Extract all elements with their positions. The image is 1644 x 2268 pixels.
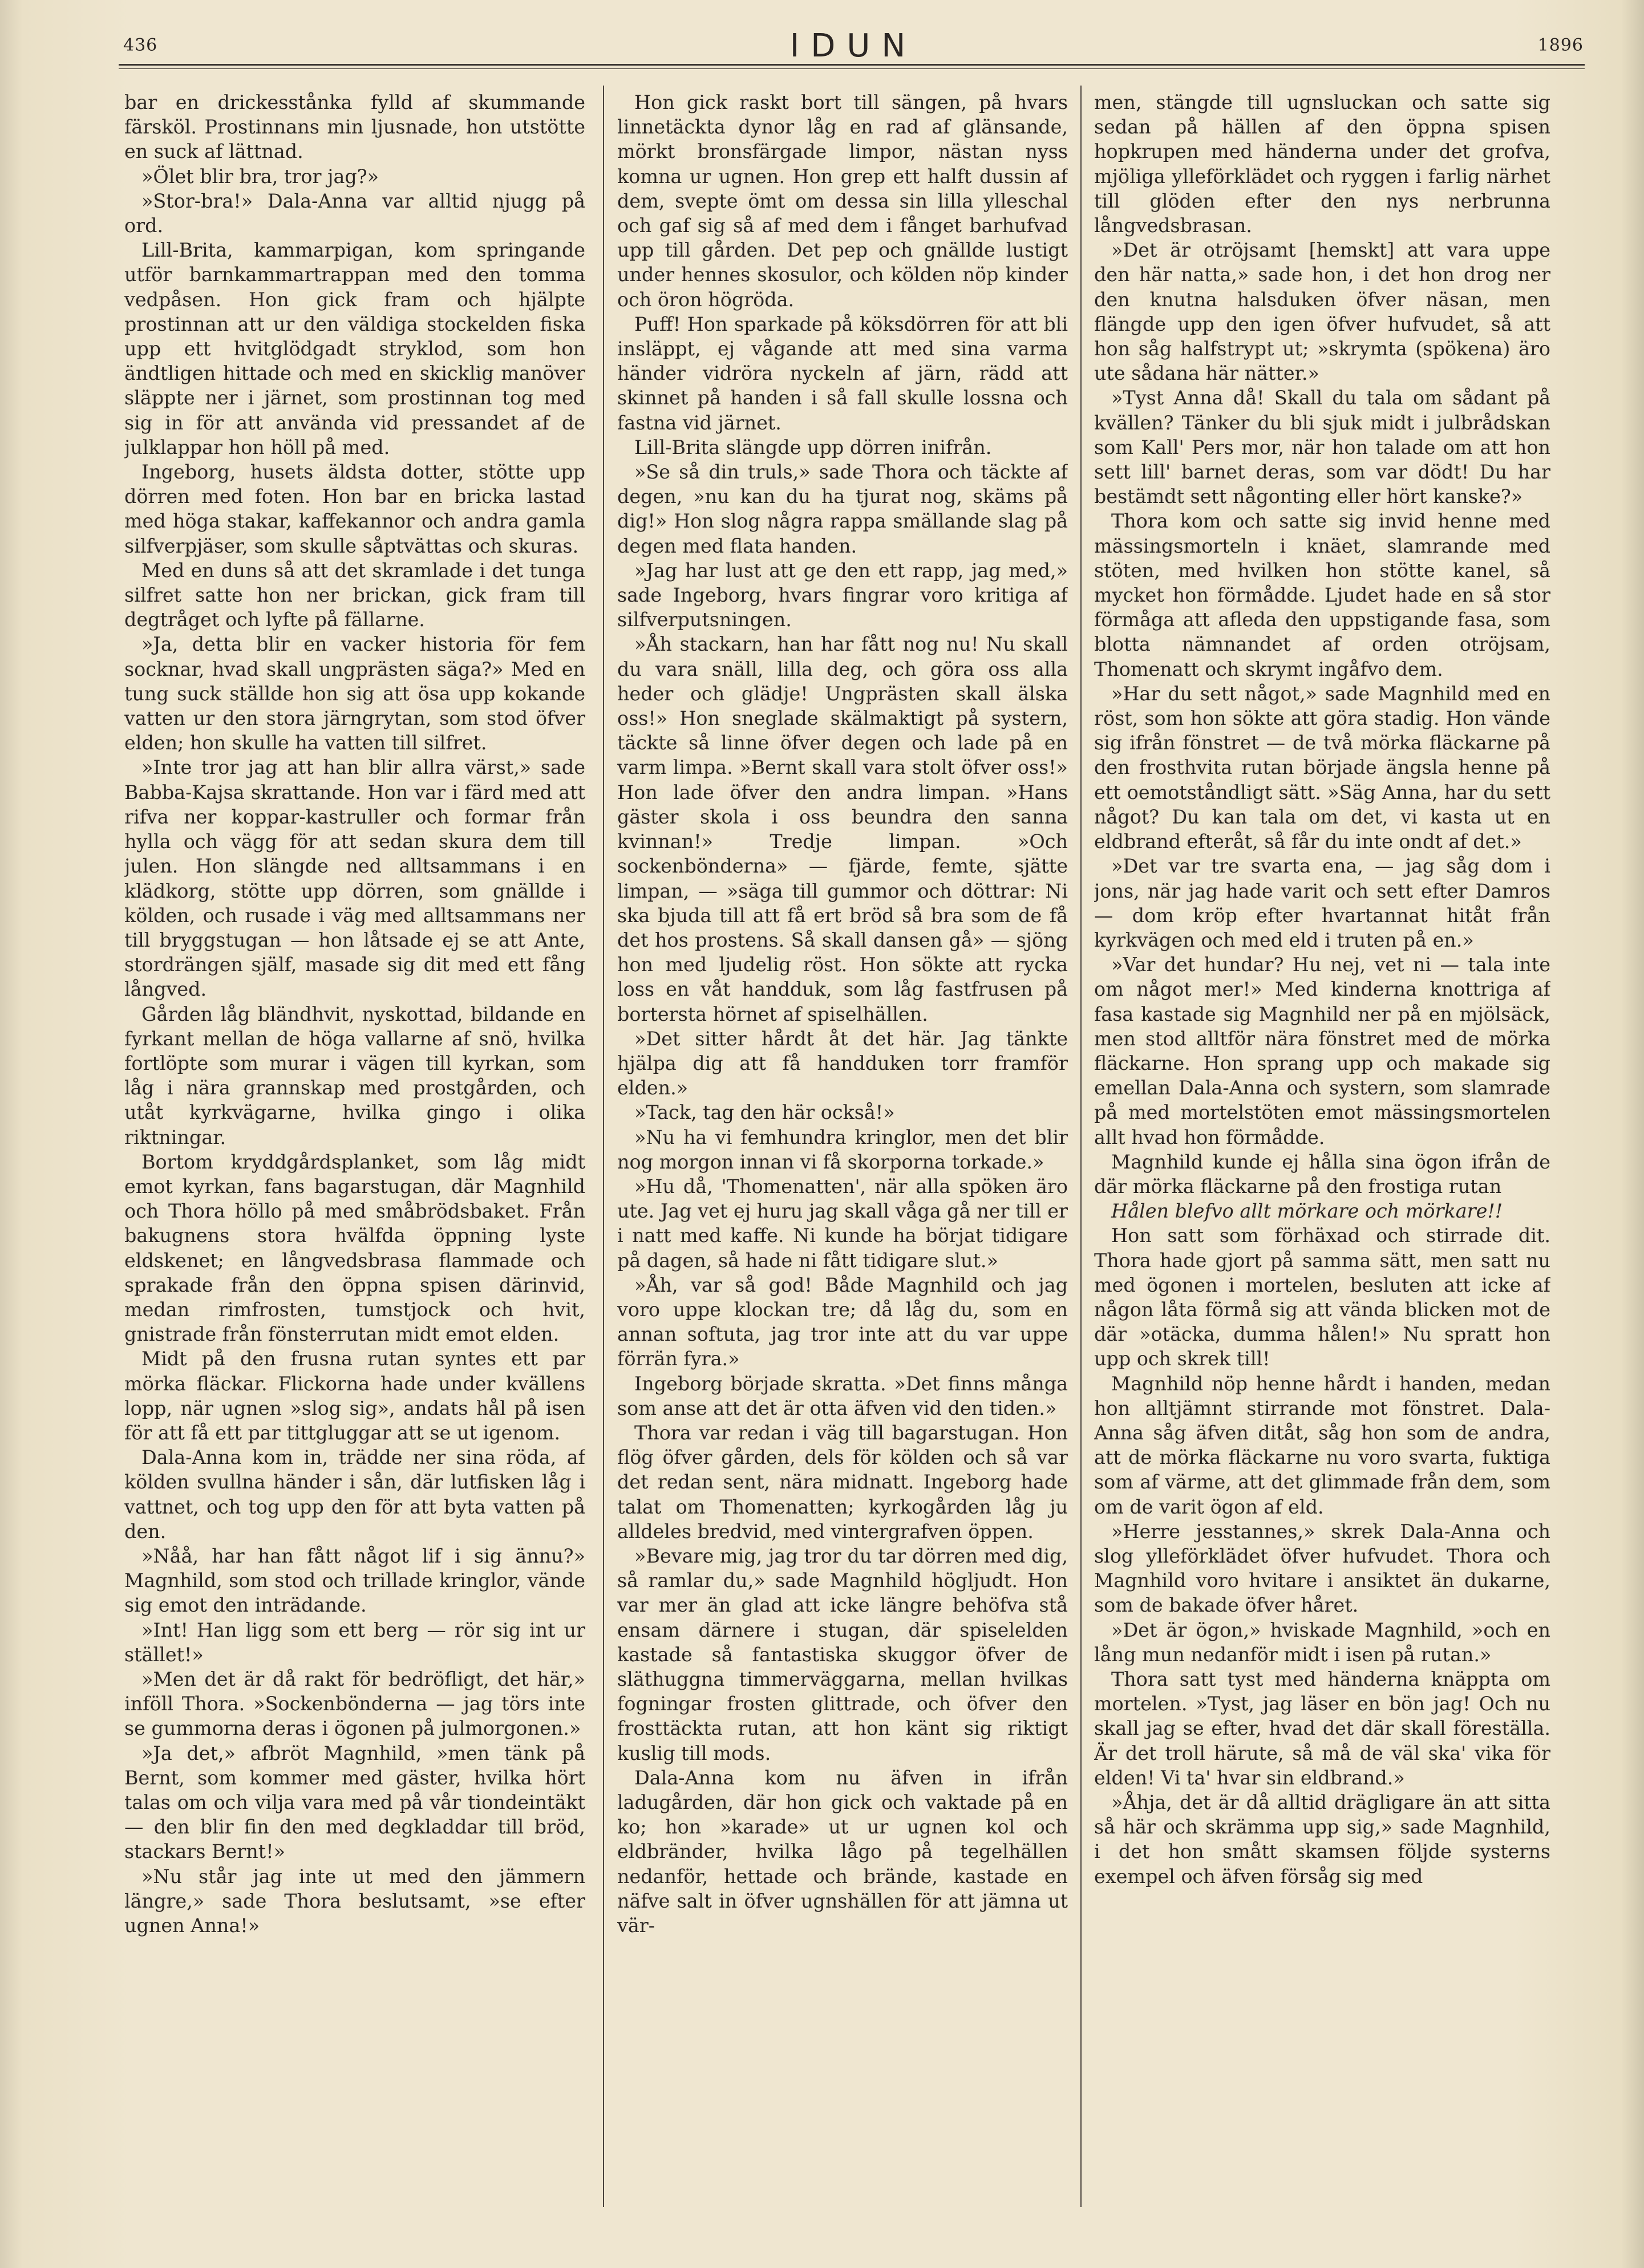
paragraph: Thora satt tyst med händerna knäppta om mortelen. »Tyst, jag läser en bön jag! Och nu skall jag se efter, hvad det där skall föreställa. Är det troll härute, så må de väl ska' vika för elden! Vi ta' hvar sin eldbrand.» bbox=[1094, 1668, 1550, 1789]
paragraph: Puff! Hon sparkade på köksdörren för att bli insläppt, ej vågande att med sina varma händer vidröra nyckeln af järn, rädd att skinnet på handen i så fall skulle lossna och fastna vid järnet. bbox=[617, 313, 1068, 434]
paragraph: Med en duns så att det skramlade i det tunga silfret satte hon ner brickan, gick fram till degtråget och lyfte på fällarne. bbox=[124, 559, 585, 631]
paragraph: Dala-Anna kom nu äfven in ifrån ladugården, där hon gick och vaktade på en ko; hon »karade» ut ur ugnen kol och eldbränder, hvilka lågo på tegelhällen nedanför, hettade och brände, kastade en näfve salt in öfver ugnshällen för att jämna ut vär- bbox=[617, 1766, 1068, 1937]
paragraph: »Var det hundar? Hu nej, vet ni — tala inte om något mer!» Med kinderna knottriga af fasa kastade sig Magnhild ner på en mjölsäck, men stod alltför nära fönstret med de mörka fläckarne. Hon sprang upp och makade sig emellan Dala-Anna och systern, som slamrade på med mortelstöten emot mässingsmortelen allt hvad hon förmådde. bbox=[1094, 954, 1550, 1149]
paragraph: »Tack, tag den här också!» bbox=[634, 1101, 895, 1124]
paragraph: Lill-Brita, kammarpigan, kom springande utför barnkammartrappan med den tomma vedpåsen. Hon gick fram och hjälpte prostinnan att ur den väldiga stockelden fiska upp ett hvitglödgadt stryklod, som hon ändtligen hittade och med en skicklig manöver släppte ner i järnet, som prostinnan tog med sig in för att använda vid pressandet af de julklappar hon höll på med. bbox=[124, 239, 585, 459]
paragraph: »Nu ha vi femhundra kringlor, men det blir nog morgon innan vi få skorporna torkade.» bbox=[617, 1126, 1068, 1173]
paragraph: »Jag har lust att ge den ett rapp, jag med,» sade Ingeborg, hvars fingrar voro kritiga af silfverputsningen. bbox=[617, 559, 1068, 631]
paragraph: »Hu då, 'Thomenatten', när alla spöken äro ute. Jag vet ej huru jag skall våga gå ner till er i natt med kaffe. Ni kunde ha börjat tidigare på dagen, så hade ni fått tidigare slut.» bbox=[617, 1175, 1068, 1272]
masthead-title: IDUN bbox=[789, 27, 917, 64]
header-rule-thin bbox=[119, 68, 1585, 69]
paragraph: »Ja det,» afbröt Magnhild, »men tänk på Bernt, som kommer med gäster, hvilka hört talas om och vilja vara med på vår tiondeintäkt — den blir fin den med degkladdar till bröd, stackars Bernt!» bbox=[124, 1742, 585, 1863]
paragraph: »Det sitter hårdt åt det här. Jag tänkte hjälpa dig att få handduken torr framför elden.» bbox=[617, 1027, 1068, 1099]
paragraph: Ingeborg började skratta. »Det finns många som anse att det är otta äfven vid den tiden.» bbox=[617, 1372, 1068, 1419]
paragraph: »Det är ögon,» hviskade Magnhild, »och en lång mun nedanför midt i isen på rutan.» bbox=[1094, 1618, 1550, 1666]
paragraph: »Int! Han ligg som ett berg — rör sig int ur stället!» bbox=[124, 1618, 585, 1666]
paragraph: »Det är otröjsamt [hemskt] att vara uppe den här natta,» sade hon, i det hon drog ner den knutna halsduken öfver näsan, men flängde upp den igen öfver hufvudet, så att hon såg halfstrypt ut; »skrymta (spökena) äro ute sådana här nätter.» bbox=[1094, 239, 1550, 385]
paragraph: Lill-Brita slängde upp dörren inifrån. bbox=[634, 436, 992, 459]
text-column-2 bbox=[617, 90, 1068, 2212]
publication-year: 1896 bbox=[1537, 35, 1584, 55]
paragraph: Bortom kryddgårdsplanket, som låg midt emot kyrkan, fans bagarstugan, där Magnhild och Thora höllo på med småbrödsbaket. Från bakugnens stora hvälfda öppning lyste eldskenet; en långvedsbrasa flammade och sprakade från den öppna spisen därinvid, medan rimfrosten, tumstjock och hvit, gnistrade från fönsterrutan midt emot elden. bbox=[124, 1150, 585, 1346]
paragraph: »Åh stackarn, han har fått nog nu! Nu skall du vara snäll, lilla deg, och göra oss alla heder och glädje! Ungprästen skall älska oss!» Hon sneglade skälmaktigt på systern, täckte så linne öfver degen och lade på en varm limpa. »Bernt skall vara stolt öfver oss!» Hon lade öfver den andra limpan. »Hans gäster skola i oss beundra den sanna kvinnan!» Tredje limpan. »Och sockenbönderna» — fjärde, femte, sjätte limpan, — »säga till gummor och döttrar: Ni ska bjuda till att få ert bröd så bra som de få det hos prostens. Så skall dansen gå» — sjöng hon med ljudelig röst. Hon sökte att rycka loss en våt handduk, som låg fastfrusen på bortersta hörnet af spiselhällen. bbox=[617, 633, 1068, 1025]
paragraph-italic: Hålen blefvo allt mörkare och mörkare!! bbox=[1111, 1200, 1503, 1223]
paragraph: »Stor-bra!» Dala-Anna var alltid njugg på ord. bbox=[124, 189, 585, 237]
paragraph: »Inte tror jag att han blir allra värst,» sade Babba-Kajsa skrattande. Hon var i färd med att rifva ner koppar-kastruller och formar från hylla och vägg för att sedan skura dem till julen. Hon slängde ned alltsammans i en klädkorg, stötte upp dörren, som gnällde i kölden, och rusade i väg med alltsammans ner till bryggstugan — hon låtsade ej se att Ante, stordrängen själf, masade sig dit med ett fång långved. bbox=[124, 756, 585, 1001]
paragraph: Thora kom och satte sig invid henne med mässingsmorteln i knäet, slamrande med stöten, med hvilken hon stötte kanel, så mycket hon förmådde. Ljudet hade en så stor förmåga att afleda den uppstigande fasa, som blotta nämnandet af orden otröjsam, Thomenatt och skrymt ingåfvo dem. bbox=[1094, 510, 1550, 680]
paragraph: »Nu står jag inte ut med den jämmern längre,» sade Thora beslutsamt, »se efter ugnen Anna!» bbox=[124, 1865, 585, 1937]
paragraph: Thora var redan i väg till bagarstugan. Hon flög öfver gården, dels för kölden och så var det redan sent, nära midnatt. Ingeborg hade talat om Thomenatten; kyrkogården låg ju alldeles bredvid, med vintergrafven öppen. bbox=[617, 1421, 1068, 1543]
page-shadow-right bbox=[1621, 0, 1644, 2268]
paragraph: »Ölet blir bra, tror jag?» bbox=[141, 165, 379, 188]
page-number: 436 bbox=[123, 35, 158, 55]
paragraph: bar en drickesstånka fylld af skummande färsköl. Prostinnans min ljusnade, hon utstötte en suck af lättnad. bbox=[124, 91, 585, 163]
paragraph: Magnhild nöp henne hårdt i handen, medan hon alltjämnt stirrande mot fönstret. Dala-Anna såg äfven ditåt, såg hon som de andra, att de mörka fläckarne nu voro svarta, fuktiga som af värme, att det glimmade från dem, som om de varit ögon af eld. bbox=[1094, 1372, 1550, 1518]
paragraph: »Nåå, har han fått något lif i sig ännu?» Magnhild, som stod och trillade kringlor, vände sig emot den inträdande. bbox=[124, 1544, 585, 1617]
paragraph: »Herre jesstannes,» skrek Dala-Anna och slog ylleförklädet öfver hufvudet. Thora och Magnhild voro hvitare i ansiktet än dukarne, som de bakade öfver håret. bbox=[1094, 1520, 1550, 1617]
text-column-3 bbox=[1094, 90, 1550, 2212]
paragraph: »Men det är då rakt för bedröfligt, det här,» inföll Thora. »Sockenbönderna — jag törs inte se gummorna deras i ögonen på julmorgonen.» bbox=[124, 1668, 585, 1740]
text-column-1 bbox=[124, 90, 585, 2212]
paragraph: Ingeborg, husets äldsta dotter, stötte upp dörren med foten. Hon bar en bricka lastad med höga stakar, kaffekannor och andra gamla silfverpjäser, som skulle såptvättas och skuras. bbox=[124, 461, 585, 557]
column-divider-2 bbox=[1080, 86, 1082, 2207]
paragraph: Hon gick raskt bort till sängen, på hvars linnetäckta dynor låg en rad af glänsande, mörkt bronsfärgade limpor, nästan nyss komna ur ugnen. Hon grep ett halft dussin af dem, svepte ömt om dessa sin lilla ylleschal och gaf sig så af med dem i fånget barhufvad upp till gården. Det pep och gnällde lustigt under hennes skosulor, och kölden nöp kinder och öron högröda. bbox=[617, 91, 1068, 311]
paragraph: »Ja, detta blir en vacker historia för fem socknar, hvad skall ungprästen säga?» Med en tung suck ställde hon sig att ösa upp kokande vatten ur den stora järngrytan, som stod öfver elden; hon skulle ha vatten till silfret. bbox=[124, 633, 585, 754]
paragraph: »Har du sett något,» sade Magnhild med en röst, som hon sökte att göra stadig. Hon vände sig ifrån fönstret — de två mörka fläckarne på den frosthvita rutan började ängsla henne på ett oemotståndligt sätt. »Säg Anna, har du sett något? Du kan tala om det, vi kasta ut en eldbrand efteråt, så får du inte ondt af det.» bbox=[1094, 682, 1550, 853]
paragraph: Hon satt som förhäxad och stirrade dit. Thora hade gjort på samma sätt, men satt nu med ögonen i mortelen, besluten att icke af någon låta förmå sig att vända blicken mot de där »otäcka, dumma hålen!» Nu spratt hon upp och skrek till! bbox=[1094, 1224, 1550, 1370]
page-header bbox=[123, 25, 1584, 65]
paragraph: Gården låg bländhvit, nyskottad, bildande en fyrkant mellan de höga vallarne af snö, hvilka fortlöpte som murar i vägen till kyrkan, som låg i nära grannskap med prostgården, och utåt kyrkvägarne, hvilka gingo i olika riktningar. bbox=[124, 1003, 585, 1149]
header-rule-thick bbox=[119, 64, 1585, 66]
paragraph: »Tyst Anna då! Skall du tala om sådant på kvällen? Tänker du bli sjuk midt i julbrådskan som Kall' Pers mor, när hon talade om att hon sett lill' barnet deras, som var dödt! Du har bestämdt sett någonting eller hört kanske?» bbox=[1094, 387, 1550, 508]
paragraph: Midt på den frusna rutan syntes ett par mörka fläckar. Flickorna hade under kvällens lopp, när ugnen »slog sig», andats hål på isen för att få ett par tittgluggar att se ut igenom. bbox=[124, 1348, 585, 1444]
page-shadow-left bbox=[0, 0, 23, 2268]
paragraph: »Se så din truls,» sade Thora och täckte af degen, »nu kan du ha tjurat nog, skäms på dig!» Hon slog några rappa smällande slag på degen med flata handen. bbox=[617, 461, 1068, 557]
paragraph: Magnhild kunde ej hålla sina ögon ifrån de där mörka fläckarne på den frostiga rutan bbox=[1094, 1150, 1550, 1198]
paragraph: »Åh, var så god! Både Magnhild och jag voro uppe klockan tre; då låg du, som en annan softuta, jag tror inte att du var uppe förrän fyra.» bbox=[617, 1273, 1068, 1370]
paragraph: Dala-Anna kom in, trädde ner sina röda, af kölden svullna händer i sån, där lutfisken låg i vattnet, och tog upp den för att byta vatten på den. bbox=[124, 1446, 585, 1543]
paragraph: men, stängde till ugnsluckan och satte sig sedan på hällen af den öppna spisen hopkrupen med händerna under det grofva, mjöliga ylleförklädet och ryggen i farlig närhet till glöden efter den nys nerbrunna långvedsbrasan. bbox=[1094, 91, 1550, 237]
paragraph: »Bevare mig, jag tror du tar dörren med dig, så ramlar du,» sade Magnhild högljudt. Hon var mer än glad att icke längre behöfva stå ensam därnere i stugan, där spiselelden kastade så fantastiska skuggor öfver de släthuggna timmerväggarna, mellan hvilkas fogningar frosten glittrade, och öfver den frosttäckta rutan, att hon känt sig riktigt kuslig till mods. bbox=[617, 1544, 1068, 1764]
paragraph: »Åhja, det är då alltid drägligare än att sitta så här och skrämma upp sig,» sade Magnhild, i det hon smått skamsen följde systerns exempel och äfven försåg sig med bbox=[1094, 1791, 1550, 1888]
column-divider-1 bbox=[603, 86, 604, 2207]
paragraph: »Det var tre svarta ena, — jag såg dom i jons, när jag hade varit och sett efter Damros — dom kröp efter hvartannat hitåt från kyrkvägen och med eld i truten på en.» bbox=[1094, 855, 1550, 951]
